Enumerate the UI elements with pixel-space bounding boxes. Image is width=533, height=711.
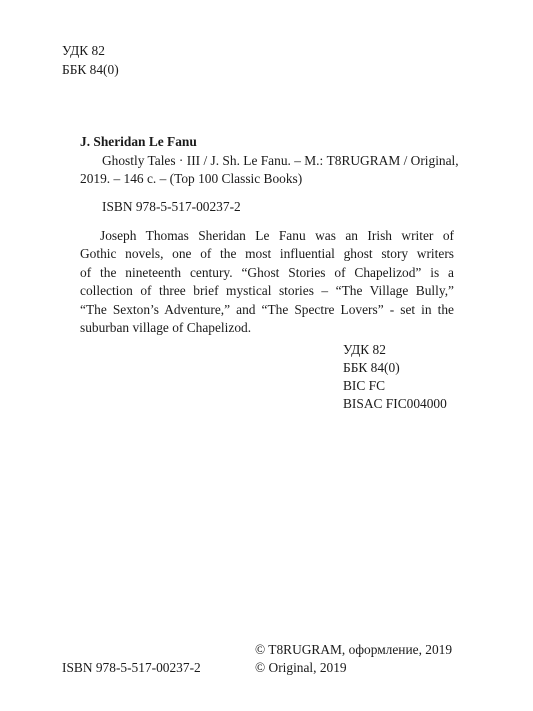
bbk-top: ББК 84(0) <box>62 62 119 77</box>
udk-code: УДК 82 <box>343 342 386 357</box>
bisac-code: BISAC FIC004000 <box>343 396 447 411</box>
annotation-line: of the nineteenth century. “Ghost Stories of Chapelizod” is a <box>80 264 454 280</box>
author-name: J. Sheridan Le Fanu <box>80 134 197 149</box>
annotation-line: “The Sexton’s Adventure,” and “The Spectre Lovers” - set in the <box>80 301 454 317</box>
bibliographic-description-line-2: 2019. – 146 с. – (Top 100 Classic Books) <box>80 171 303 186</box>
udk-top: УДК 82 <box>62 43 105 58</box>
copyright-publisher: © T8RUGRAM, оформление, 2019 <box>255 642 453 657</box>
annotation-line: collection of three brief mystical stories – “The Village Bully,” <box>80 283 454 299</box>
copyright-original: © Original, 2019 <box>255 660 347 675</box>
isbn-line: ISBN 978-5-517-00237-2 <box>102 199 241 214</box>
bic-code: BIC FC <box>343 378 386 393</box>
footer-isbn: ISBN 978-5-517-00237-2 <box>62 660 201 675</box>
annotation-line: Gothic novels, one of the most influential ghost story writers <box>80 246 454 262</box>
bibliographic-description-line-1: Ghostly Tales · III / J. Sh. Le Fanu. – М.: T8RUGRAM / Original, <box>102 153 459 168</box>
bbk-code: ББК 84(0) <box>343 360 400 375</box>
annotation-paragraph <box>80 227 454 337</box>
annotation-line: Joseph Thomas Sheridan Le Fanu was an Irish writer of <box>100 228 454 243</box>
annotation-line: suburban village of Chapelizod. <box>80 320 252 336</box>
